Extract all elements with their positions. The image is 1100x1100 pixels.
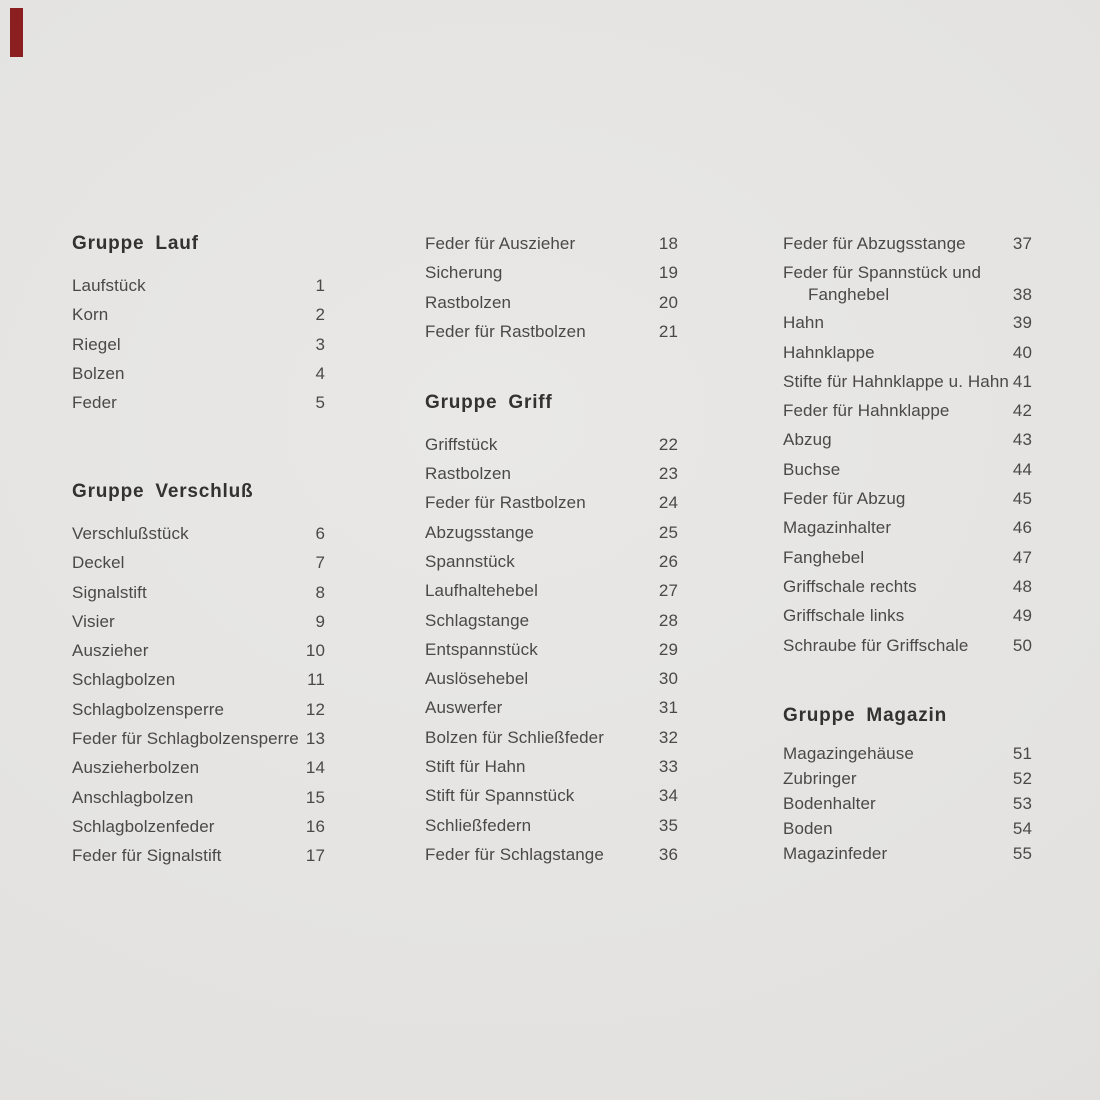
part-name: Rastbolzen [425, 464, 512, 484]
parts-list [72, 271, 325, 417]
part-number: 17 [305, 846, 325, 866]
part-row [783, 484, 1032, 513]
part-row [425, 288, 678, 317]
part-row [72, 783, 325, 812]
part-number: 42 [1012, 401, 1032, 421]
part-name: Feder für Abzug [783, 489, 906, 509]
part-row [72, 548, 325, 577]
part-number: 30 [658, 669, 678, 689]
part-row [425, 723, 678, 752]
part-row [72, 812, 325, 841]
part-name: Feder für Schlagbolzensperre [72, 729, 299, 749]
part-name: Boden [783, 818, 833, 838]
part-number: 41 [1012, 371, 1032, 391]
part-row [72, 519, 325, 548]
part-name-line2: Fanghebel [808, 284, 890, 304]
part-name: Riegel [72, 334, 121, 354]
part-name: Feder für Schlagstange [425, 844, 604, 864]
part-row [425, 576, 678, 605]
part-number: 35 [658, 815, 678, 835]
part-number: 9 [315, 611, 325, 631]
part-number: 54 [1012, 818, 1032, 838]
part-row [783, 767, 1032, 792]
part-name: Zubringer [783, 769, 857, 789]
part-number: 31 [658, 698, 678, 718]
part-number: 23 [658, 464, 678, 484]
part-number: 16 [305, 816, 325, 836]
parts-column-2 [425, 229, 678, 869]
part-name: Laufhaltehebel [425, 581, 538, 601]
part-row [783, 742, 1032, 767]
part-number: 47 [1012, 547, 1032, 567]
part-number: 27 [658, 581, 678, 601]
part-row [425, 518, 678, 547]
part-row [72, 271, 325, 300]
part-number: 39 [1012, 313, 1032, 333]
part-name: Bolzen für Schließfeder [425, 727, 604, 747]
part-row [783, 308, 1032, 337]
part-number: 3 [315, 334, 325, 354]
part-number: 14 [305, 758, 325, 778]
part-name [783, 262, 981, 305]
part-row [72, 636, 325, 665]
part-name: Stift für Spannstück [425, 786, 575, 806]
parts-column-3 [783, 229, 1032, 867]
part-name: Magazinfeder [783, 843, 888, 863]
part-name: Schraube für Griffschale [783, 635, 969, 655]
part-number: 36 [658, 844, 678, 864]
group-heading: Gruppe Verschluß [72, 480, 254, 502]
part-name: Feder für Abzugsstange [783, 234, 966, 253]
part-row [72, 300, 325, 329]
part-row [783, 792, 1032, 817]
part-name: Abzug [783, 430, 832, 450]
group-heading: Gruppe Magazin [783, 705, 947, 727]
part-name: Fanghebel [783, 547, 865, 567]
parts-list [783, 229, 1032, 660]
part-name: Schließfedern [425, 815, 532, 835]
part-row [425, 229, 678, 258]
part-row [72, 388, 325, 417]
part-name: Stifte für Hahnklappe u. Hahn [783, 371, 1009, 391]
part-row [425, 606, 678, 635]
part-name: Abzugsstange [425, 522, 534, 542]
part-number: 45 [1012, 489, 1032, 509]
part-name: Stift für Hahn [425, 757, 526, 777]
part-name: Griffschale rechts [783, 576, 917, 596]
part-row [425, 693, 678, 722]
part-row [425, 258, 678, 287]
part-row [783, 258, 1032, 308]
group-heading: Gruppe Lauf [72, 233, 199, 254]
part-name: Deckel [72, 553, 125, 573]
part-row [72, 359, 325, 388]
part-row [783, 367, 1032, 396]
part-name: Schlagbolzenfeder [72, 816, 215, 836]
part-number: 37 [1012, 234, 1032, 253]
part-number: 55 [1012, 843, 1032, 863]
part-name: Schlagbolzen [72, 670, 176, 690]
group-heading: Gruppe Griff [425, 391, 553, 413]
part-name: Bodenhalter [783, 793, 876, 813]
part-row [783, 842, 1032, 867]
part-name: Rastbolzen [425, 292, 512, 312]
parts-list [72, 519, 325, 871]
part-row [783, 455, 1032, 484]
part-row [783, 572, 1032, 601]
part-row [783, 425, 1032, 454]
part-number: 10 [305, 641, 325, 661]
part-row [72, 724, 325, 753]
part-number: 49 [1012, 606, 1032, 626]
part-row [72, 753, 325, 782]
part-row [72, 607, 325, 636]
part-number: 26 [658, 551, 678, 571]
part-name: Magazinhalter [783, 518, 892, 538]
part-row [425, 752, 678, 781]
part-name: Korn [72, 305, 109, 325]
part-row [783, 338, 1032, 367]
part-name: Buchse [783, 459, 841, 479]
part-row [72, 841, 325, 870]
part-row [783, 601, 1032, 630]
part-name: Bolzen [72, 363, 125, 383]
part-number: 21 [658, 321, 678, 341]
part-name: Feder [72, 393, 117, 413]
part-row [783, 396, 1032, 425]
part-name: Visier [72, 611, 115, 631]
part-number: 19 [658, 263, 678, 283]
part-name-line1: Feder für Spannstück und [783, 263, 982, 283]
part-number: 51 [1012, 744, 1032, 764]
part-number: 5 [315, 393, 325, 413]
part-number: 40 [1012, 342, 1032, 362]
part-row [783, 631, 1032, 660]
part-number: 22 [658, 434, 678, 454]
part-number: 29 [658, 639, 678, 659]
part-row [425, 811, 678, 840]
red-bookmark-mark [10, 8, 23, 57]
part-name: Schlagbolzensperre [72, 699, 225, 719]
part-row [425, 459, 678, 488]
part-name: Feder für Auszieher [425, 234, 576, 253]
part-number: 1 [315, 275, 325, 295]
part-number: 11 [307, 670, 325, 690]
part-row [783, 229, 1032, 258]
part-row [72, 695, 325, 724]
part-row [72, 330, 325, 359]
part-row [72, 665, 325, 694]
part-name: Griffschale links [783, 606, 905, 626]
part-row [425, 840, 678, 869]
part-number: 20 [658, 292, 678, 312]
part-name: Schlagstange [425, 610, 530, 630]
part-row [783, 543, 1032, 572]
part-number: 38 [1012, 284, 1032, 304]
part-name: Feder für Rastbolzen [425, 321, 586, 341]
part-name: Feder für Rastbolzen [425, 493, 586, 513]
part-name: Auszieherbolzen [72, 758, 200, 778]
part-name: Magazingehäuse [783, 744, 914, 764]
part-number: 4 [315, 363, 325, 383]
parts-list [783, 742, 1032, 866]
part-number: 2 [315, 305, 325, 325]
part-number: 33 [658, 757, 678, 777]
part-number: 43 [1012, 430, 1032, 450]
part-name: Auszieher [72, 641, 149, 661]
part-number: 18 [658, 234, 678, 253]
part-name: Hahnklappe [783, 342, 875, 362]
part-number: 24 [658, 493, 678, 513]
part-name: Feder für Hahnklappe [783, 401, 950, 421]
parts-list [425, 229, 678, 346]
part-row [425, 488, 678, 517]
parts-column-1 [72, 229, 325, 871]
part-number: 8 [315, 582, 325, 602]
part-row [425, 635, 678, 664]
part-number: 32 [658, 727, 678, 747]
part-row [72, 578, 325, 607]
part-name: Griffstück [425, 434, 498, 454]
part-name: Entspannstück [425, 639, 538, 659]
part-number: 6 [315, 523, 325, 543]
part-row [425, 664, 678, 693]
part-name: Auslösehebel [425, 669, 529, 689]
part-row [783, 513, 1032, 542]
part-row [783, 817, 1032, 842]
part-row [425, 317, 678, 346]
parts-list [425, 430, 678, 869]
part-number: 53 [1012, 793, 1032, 813]
part-name: Sicherung [425, 263, 503, 283]
part-number: 13 [305, 729, 325, 749]
part-number: 7 [315, 553, 325, 573]
part-name: Anschlagbolzen [72, 787, 194, 807]
part-row [425, 430, 678, 459]
part-name: Hahn [783, 313, 825, 333]
part-name: Auswerfer [425, 698, 503, 718]
part-row [425, 547, 678, 576]
part-row [425, 781, 678, 810]
part-number: 25 [658, 522, 678, 542]
part-name: Signalstift [72, 582, 147, 602]
part-name: Spannstück [425, 551, 515, 571]
part-number: 50 [1012, 635, 1032, 655]
part-name: Feder für Signalstift [72, 846, 222, 866]
part-number: 34 [658, 786, 678, 806]
part-number: 44 [1012, 459, 1032, 479]
part-number: 12 [305, 699, 325, 719]
part-number: 28 [658, 610, 678, 630]
part-number: 46 [1012, 518, 1032, 538]
part-number: 52 [1012, 769, 1032, 789]
part-name: Verschlußstück [72, 523, 189, 543]
part-name: Laufstück [72, 275, 146, 295]
part-number: 15 [305, 787, 325, 807]
part-number: 48 [1012, 576, 1032, 596]
